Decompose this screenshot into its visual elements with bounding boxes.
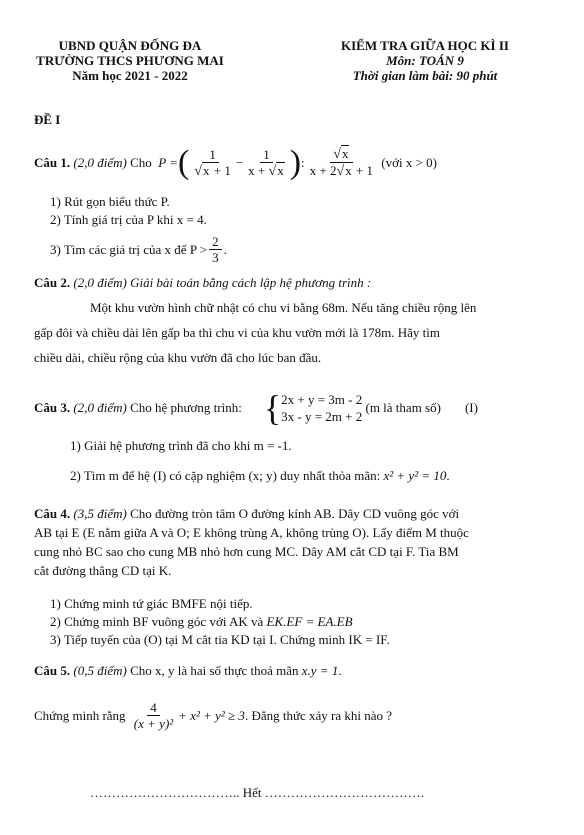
q4-line-3: cung nhỏ BC sao cho cung MB nhỏ hơn cung MC. Dây AM cắt CD tại F. Tia BM [34, 544, 459, 559]
q4-item-2 [50, 614, 353, 630]
question-1 [34, 143, 437, 183]
q2-points: (2,0 điểm) [73, 275, 127, 290]
q1-minus: − [235, 155, 244, 170]
q1-f2-num: 1 [260, 147, 273, 163]
q2-line-2: gấp đôi và chiều dài lên gấp ba thì chu vi của khu vườn mới là 178m. Hãy tìm [34, 325, 441, 340]
q3-text: Cho hệ phương trình: [130, 400, 242, 415]
system-equations [281, 391, 362, 425]
q1-f3-den: x + 2√x + 1 [309, 163, 374, 179]
q1-item3-den: 3 [212, 250, 219, 265]
q1-fraction-2 [245, 147, 288, 180]
q5-question: . Đẳng thức xảy ra khi nào ? [244, 708, 393, 723]
school-name: TRƯỜNG THCS PHƯƠNG MAI [36, 53, 224, 68]
q1-f3-tail: + 1 [355, 163, 374, 178]
q5-fraction [131, 700, 176, 732]
q4-line-1: Cho đường tròn tâm O đường kính AB. Dây CD vuông góc với [130, 506, 460, 521]
q4-line-4: cắt đường thẳng CD tại K. [34, 563, 172, 578]
q3-label: Câu 3. [34, 400, 71, 415]
q5-text: Cho x, y là hai số thực thoả mãn [130, 663, 299, 678]
end-marker: …………………………….. Hết ………………………………. [90, 785, 425, 800]
q1-fraction-3 [307, 146, 376, 180]
q1-f1-den: √x + 1 [194, 162, 231, 179]
exam-subject: Môn: TOÁN 9 [386, 53, 464, 68]
q5-points: (0,5 điểm) [73, 663, 127, 678]
q1-condition: (với x > 0) [381, 155, 438, 170]
q5-label: Câu 5. [34, 663, 71, 678]
q1-item-3 [50, 232, 227, 268]
q5-frac-den: (x + y)² [133, 716, 174, 731]
q1-item-2: 2) Tính giá trị của P khi x = 4. [50, 212, 207, 227]
q1-cho: Cho [130, 155, 152, 170]
q4-points: (3,5 điểm) [73, 506, 127, 521]
q1-f3-sqrt2: x [345, 163, 352, 178]
q3-item-2-end: . [446, 468, 450, 483]
q1-item-3-text: 3) Tìm các giá trị của x để P > [50, 242, 208, 257]
q1-f3-sqrt: x [341, 146, 349, 161]
q1-P: P = [158, 155, 178, 170]
q1-f1-num: 1 [206, 147, 219, 163]
question-2 [34, 275, 371, 291]
q3-item-1: 1) Giải hệ phương trình đã cho khi m = -1. [70, 438, 292, 453]
q1-f3-num: √x [330, 146, 352, 163]
school-year: Năm học 2021 - 2022 [72, 68, 188, 83]
q3-eq-2: 3x - y = 2m + 2 [281, 409, 363, 424]
system-brace: { [263, 388, 282, 428]
question-3 [34, 388, 478, 428]
question-5 [34, 663, 342, 679]
q3-eq-1: 2x + y = 3m - 2 [281, 392, 363, 407]
q5-rest: + x² + y² ≥ 3 [178, 708, 245, 723]
q1-f2-sqrt: x [277, 162, 284, 178]
q4-label: Câu 4. [34, 506, 71, 521]
q4-item-1: 1) Chứng minh tứ giác BMFE nội tiếp. [50, 596, 253, 611]
q4-item-2-text: 2) Chứng minh BF vuông góc với AK và [50, 614, 264, 629]
q3-item-2-expr: x² + y² = 10 [383, 468, 447, 483]
q2-label: Câu 2. [34, 275, 71, 290]
q4-item-3: 3) Tiếp tuyến của (O) tại M cắt tia KD tại I. Chứng minh IK = IF. [50, 632, 390, 647]
q1-item-1: 1) Rút gọn biểu thức P. [50, 194, 170, 209]
q1-f1-sqrt: x [202, 162, 210, 178]
q1-item3-end: . [223, 242, 227, 257]
question-4 [34, 506, 459, 522]
exam-code: ĐỀ I [34, 112, 61, 127]
q5-prove-text: Chứng minh rằng [34, 708, 126, 723]
q5-prove [34, 694, 392, 738]
q2-line-3: chiều dài, chiều rộng của khu vườn đã cho lúc ban đầu. [34, 350, 322, 365]
q5-cond-end: . [338, 663, 342, 678]
exam-duration: Thời gian làm bài: 90 phút [352, 68, 498, 83]
paren-open: ( [177, 144, 190, 181]
q1-points: (2,0 điểm) [73, 155, 127, 170]
school-district: UBND QUẬN ĐỐNG ĐA [58, 38, 202, 53]
q5-frac-num: 4 [147, 700, 160, 716]
paren-close: ) [289, 144, 302, 181]
q4-line-2: AB tại E (E nằm giữa A và O; E không trùng A, không trùng O). Lấy điểm M thuộc [34, 525, 469, 540]
q1-item-3-fraction [209, 234, 222, 266]
q3-item-2 [70, 468, 450, 484]
q3-param: (m là tham số) [365, 400, 441, 415]
q1-f2-head: x + [248, 162, 269, 178]
q1-item3-num: 2 [209, 234, 222, 250]
q2-title: Giải bài toán bằng cách lập hệ phương trình : [130, 275, 372, 290]
q1-colon: : [301, 155, 305, 170]
q5-cond: x.y = 1 [301, 663, 339, 678]
exam-title: KIỂM TRA GIỮA HỌC KÌ II [341, 38, 509, 53]
q4-item-2-expr: EK.EF = EA.EB [266, 614, 353, 629]
q3-item-2-text: 2) Tìm m để hệ (I) có cặp nghiệm (x; y) duy nhất thỏa mãn: [70, 468, 381, 483]
q3-points: (2,0 điểm) [73, 400, 127, 415]
q1-label: Câu 1. [34, 155, 71, 170]
q1-f2-den: x + √x [248, 162, 284, 179]
q1-fraction-1 [191, 147, 234, 180]
q3-tag: (I) [464, 400, 478, 415]
q2-line-1: Một khu vườn hình chữ nhật có chu vi bằng 68m. Nếu tăng chiều rộng lên [90, 300, 477, 315]
q1-f3-head: x + 2 [309, 163, 337, 178]
q1-f1-tail: + 1 [213, 162, 231, 178]
